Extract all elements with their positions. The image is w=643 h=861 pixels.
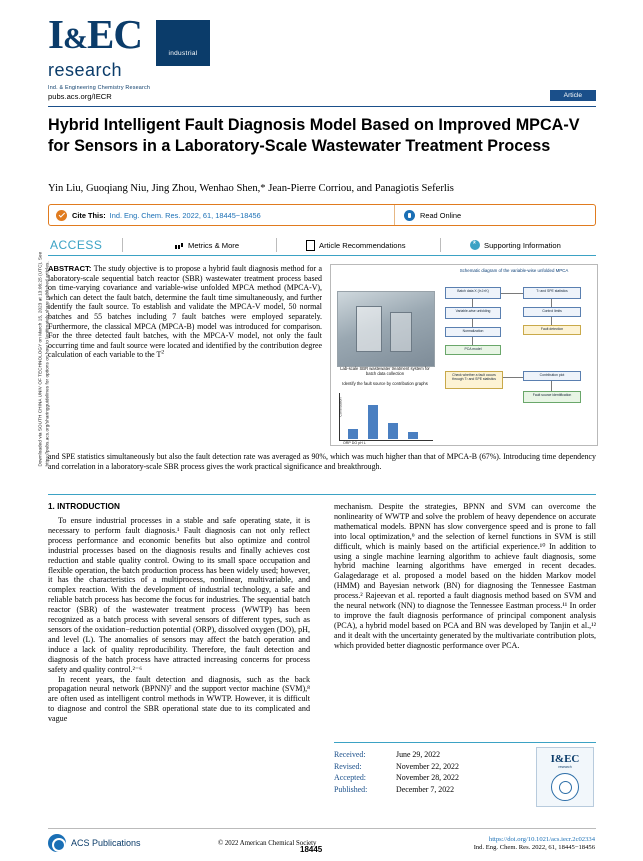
revised-value: November 22, 2022: [396, 761, 459, 771]
body-top-rule: [48, 494, 596, 495]
page-number: 18445: [300, 845, 323, 854]
journal-logo-text: I&EC: [48, 11, 142, 57]
flow-box: Batch data X (I×J×K): [445, 287, 501, 299]
sbr-photo-caption: Lab-scale SBR wastewater treatment system for batch data collection: [340, 366, 430, 376]
footer-rule: [48, 828, 596, 829]
cite-divider: [394, 205, 395, 225]
flow-connector: [472, 319, 473, 327]
reactor-tank-1: [356, 306, 382, 352]
chart-y-axis-label: Contribution: [338, 397, 343, 417]
flow-connector: [472, 299, 473, 307]
graphical-abstract-title: Schematic diagram of the variable-wise unfolded MPCA: [459, 268, 569, 273]
intro-paragraphs-right: [334, 502, 596, 651]
date-row: [334, 784, 459, 796]
journal-cover-title: I&EC: [550, 753, 580, 765]
flow-box: T² and SPE statistics: [523, 287, 581, 299]
article-type-badge: Article: [550, 90, 596, 101]
abstract-text: [48, 264, 322, 360]
doi-block: [474, 836, 595, 853]
published-label: Published:: [334, 784, 368, 794]
accepted-label: Accepted:: [334, 773, 366, 783]
abstract-body: The study objective is to propose a hybrid fault diagnosis method for a laboratory-scale sequential batch reactor (SBR) wastewater treatment process based on time-varying covariance and variable-wise unfolded MPCA method (MPCA-V), which can detect the fault batch, determine the fault time simultaneously, and further identify the fault source. To establish and validate the MPCA-V model, 50 normal batches and 55 batches including 7 fault batches were employed separately. Furthermore, the classical MPCA (MPCA-B) model was introduced for comparison. For the three detected fault batches, with the MPCA-V model, not only the fault occurring time and fault source were located and identified by the contribution degree calculation of each variable to the T: [48, 264, 322, 360]
journal-logo-block-text: industrial: [168, 50, 198, 57]
journal-logo-block: [156, 20, 210, 66]
column-right: [334, 502, 596, 651]
contribution-bar: [388, 423, 398, 439]
supporting-label: Supporting Information: [484, 240, 561, 250]
cite-bar: [48, 204, 596, 226]
contribution-bar: [348, 429, 358, 439]
intro-paragraphs-left: [48, 516, 310, 724]
paragraph: mechanism. Despite the strategies, BPNN and SVM can overcome the nonlinearity of WWTP and solve the problem of heavy dependence on accurate mathematical models. BPNN has slow convergence speed and is prone to fall into local optimization,⁹ and the selection of kernel functions in SVM is still difficult, which is mainly based on the artificial experience.¹⁰ In addition to using a single machine learning algorithm to achieve fault diagnosis, some hybrid machine learning algorithms have emerged in recent decades. Galagedarage et al. proposed a model based on the hidden Markov model (HMM) and Bayesian network (BN) for diagnosing the Tennessee Eastman process.² Rajeevan et al. reported a fault diagnosis method based on SVM and the neural network (NN) to diagnose the Tennessee Eastman process.¹¹ In order to improve the fault diagnosis performance of principal component analysis (PCA), a hybrid model based on PCA and BN was developed by Tanjin et al.,¹² and it dealt with the uncertainty generated by the multivariate contribution plots, which provided better diagnostic performance over PCA.: [334, 502, 596, 650]
flow-connector: [501, 293, 523, 294]
flow-box: Check whether a fault occurs through T² and SPE statistics: [445, 371, 503, 389]
dates-list: [334, 749, 459, 795]
flow-box: Contribution plot: [523, 371, 581, 381]
received-value: June 29, 2022: [396, 750, 441, 759]
contribution-bar: [408, 432, 418, 439]
bar-chart-icon: [174, 240, 184, 250]
date-row: [334, 749, 459, 761]
doi-citation: Ind. Eng. Chem. Res. 2022, 61, 18445−18456: [473, 844, 595, 852]
document-icon: [306, 240, 315, 251]
graphical-abstract: [330, 264, 598, 446]
access-divider-3: [440, 238, 441, 252]
journal-masthead: [48, 11, 218, 91]
section-heading-introduction: 1. INTRODUCTION: [48, 502, 120, 511]
flow-connector: [551, 299, 552, 307]
chart-x-axis-label: ORP DO pH L: [343, 441, 366, 445]
access-rule: [48, 255, 596, 256]
check-circle-icon: [56, 210, 67, 221]
metrics-label: Metrics & More: [188, 240, 240, 250]
flow-box: Normalization: [445, 327, 501, 337]
copyright-text: © 2022 American Chemical Society: [218, 840, 317, 847]
flow-box: Variable-wise unfolding: [445, 307, 501, 319]
accepted-value: November 28, 2022: [396, 773, 459, 783]
flow-connector: [551, 381, 552, 391]
journal-logo-subtitle: Ind. & Engineering Chemistry Research: [48, 85, 151, 91]
cite-citation[interactable]: Ind. Eng. Chem. Res. 2022, 61, 18445−18456: [109, 211, 261, 220]
paragraph: To ensure industrial processes in a stable and safe operating state, it is necessary to perform fault diagnosis.¹ Fault diagnosis can not only reflect process performance and economic benefits but also optimize and control industrial processes based on the diagnosis results and finally achieves cost reduction and stable quality control. Owing to its small space occupation and flexible operation, the batch production process has been widely used; however, it has the characteristics of a multiprocess, nonlinear, multivariable, and complex reaction. With the development of industrial technology, a safe and reliable batch process has become the focus for industries. The sequential batch reactor (SBR) of the wastewater treatment process (WWTP) has been recognized as a batch process with several sensors of different types, such as sensors of the oxidation−reduction potential (ORP), dissolved oxygen (DO), pH, and level (L). The anomalies of sensors may affect the batch operation and induce a lack of quality reproducibility. Therefore, the fault detection and diagnosis of the batch process have attracted increasing concerns for process safety and quality control.²⁻⁶: [48, 516, 310, 674]
journal-url-bar: [48, 92, 596, 101]
flow-connector: [472, 337, 473, 345]
journal-cover-seal: [551, 773, 579, 801]
contribution-caption: Identify the fault source by contribution graphs: [342, 381, 428, 386]
reactor-tank-2: [390, 312, 412, 352]
acs-publications-label: ACS Publications: [71, 838, 141, 848]
publication-dates: [334, 742, 596, 819]
journal-cover-thumbnail: [536, 747, 594, 807]
author-list: Yin Liu, Guoqiang Niu, Jing Zhou, Wenhao Shen,* Jean-Pierre Corriou, and Panagiotis Seferlis: [48, 183, 454, 194]
supporting-info-link[interactable]: [470, 240, 561, 250]
download-note: Downloaded via SOUTH CHINA UNIV OF TECHNOLOGY on March 15, 2023 at 13:06:25 (UTC). See https://pubs.acs.org/sharingguidelines for options on how to legitimately share published articles.: [37, 251, 49, 467]
flow-box: Fault detection: [523, 325, 581, 335]
date-row: [334, 761, 459, 773]
sbr-photo: [337, 291, 435, 367]
mpca-flow-diagram: [439, 285, 591, 441]
cite-this-label: Cite This:: [72, 211, 106, 220]
header-rule: [48, 106, 596, 107]
page-title: Hybrid Intelligent Fault Diagnosis Model Based on Improved MPCA-V for Sensors in a Laboratory-Scale Wastewater Treatment Process: [48, 116, 580, 155]
metrics-link[interactable]: [174, 240, 239, 250]
asterisk-circle-icon: [470, 240, 480, 250]
journal-url[interactable]: pubs.acs.org/IECR: [48, 92, 112, 101]
flow-box: PCA model: [445, 345, 501, 355]
abstract-sup: 2: [161, 349, 165, 356]
contribution-bar: [368, 405, 378, 439]
acs-circle-icon: [48, 834, 66, 852]
recommendations-link[interactable]: [306, 240, 406, 251]
journal-cover-subtitle: research: [558, 765, 572, 769]
column-left: [48, 502, 310, 724]
published-value: December 7, 2022: [396, 784, 455, 794]
flow-box: Fault source identification: [523, 391, 581, 403]
acs-publications-logo[interactable]: [48, 834, 141, 852]
flow-box: Control limits: [523, 307, 581, 317]
contribution-bar-chart: [339, 393, 433, 441]
paragraph: In recent years, the fault detection and diagnosis, such as the back propagation neural network (BPNN)⁷ and the support vector machine (SVM),⁸ are often used as intelligent control methods in WWTP. However, it is difficult to diagnose and control the SBR operational state due to its complicated and vague: [48, 674, 310, 724]
access-label[interactable]: ACCESS: [50, 238, 103, 252]
cite-this-group: [56, 210, 261, 221]
flow-connector: [551, 317, 552, 325]
revised-label: Revised:: [334, 761, 362, 771]
flow-connector: [503, 377, 523, 378]
access-divider-2: [276, 238, 277, 252]
read-online-label: Read Online: [420, 211, 462, 220]
abstract-label: ABSTRACT:: [48, 264, 92, 273]
read-online-button[interactable]: [404, 210, 461, 221]
journal-logo-research: research: [48, 60, 123, 80]
abstract-text-wide: and SPE statistics simultaneously but also the fault detection rate was averaged as 90%, which was much higher than that of MPCA-B (67%). Introducing time dependency and correlation in a laboratory-scale SBR process gives the work practical significance and breakthrough.: [48, 452, 596, 471]
date-row: [334, 772, 459, 784]
access-divider-1: [122, 238, 123, 252]
received-label: Received:: [334, 750, 366, 759]
recommendations-label: Article Recommendations: [319, 241, 406, 250]
doi-link[interactable]: https://doi.org/10.1021/acs.iecr.2c02334: [488, 836, 595, 843]
access-bar: [48, 236, 596, 256]
book-circle-icon: [404, 210, 415, 221]
